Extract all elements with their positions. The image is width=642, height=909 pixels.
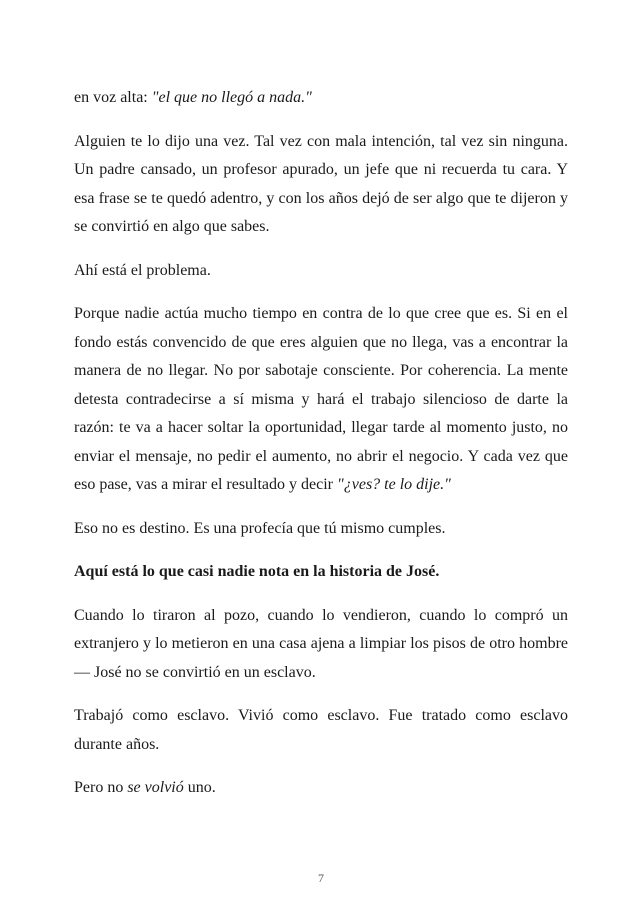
paragraph-9-before: Pero no [74, 779, 128, 796]
paragraph-2: Alguien te lo dijo una vez. Tal vez con mala intención, tal vez sin ninguna. Un padre cansado, un profesor apurado, un jefe que ni recuerda tu cara. Y esa frase se te quedó adentro, y con los años dejó de ser algo que te dijeron y se convirtió en algo que sabes. [74, 132, 568, 235]
paragraph-7: Cuando lo tiraron al pozo, cuando lo vendieron, cuando lo compró un extranjero y lo metieron en una casa ajena a limpiar los pisos de otro hombre — José no se convirtió en un esclavo. [74, 606, 568, 681]
paragraph-5: Eso no es destino. Es una profecía que tú mismo cumples. [74, 519, 446, 537]
paragraph-4 [74, 300, 568, 500]
paragraph-1-quote: "el que no llegó a nada." [151, 89, 312, 106]
paragraph-9-emphasis: se volvió [127, 779, 184, 796]
paragraph-9 [74, 774, 568, 803]
paragraph-1 [74, 84, 568, 113]
paragraph-6-bold: Aquí está lo que casi nadie nota en la historia de José. [74, 563, 440, 580]
paragraph-3: Ahí está el problema. [74, 261, 211, 279]
paragraph-4-quote: "¿ves? te lo dije." [337, 476, 451, 493]
page-number: 7 [318, 871, 324, 885]
paragraph-1-text: en voz alta: [74, 89, 152, 106]
paragraph-8: Trabajó como esclavo. Vivió como esclavo. Fue tratado como esclavo durante años. [74, 707, 568, 753]
paragraph-4-text: Porque nadie actúa mucho tiempo en contra de lo que cree que es. Si en el fondo estás convencido de que eres alguien que no llega, vas a encontrar la manera de no llegar. No por sabotaje consciente. Por coherencia. La mente detesta contradecirse a sí misma y hará el trabajo silencioso de darte la razón: te va a hacer soltar la oportunidad, llegar tarde al momento justo, no enviar el mensaje, no pedir el aumento, no abrir el negocio. Y cada vez que eso pase, vas a mirar el resultado y decir [74, 305, 568, 493]
page-body [74, 84, 568, 818]
paragraph-9-after: uno. [183, 779, 216, 796]
